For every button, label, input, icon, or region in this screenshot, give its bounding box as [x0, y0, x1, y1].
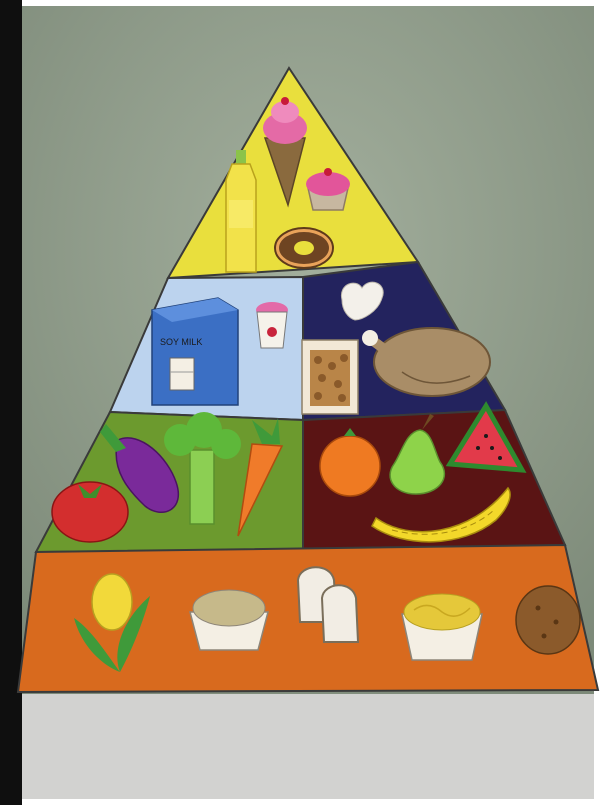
floor-strip: [22, 694, 594, 799]
rice-bowl: [190, 590, 268, 650]
noodle-bowl: [402, 594, 482, 660]
soy-milk-carton: [152, 298, 238, 405]
oil-bottle: [226, 150, 256, 272]
tomato: [52, 482, 128, 542]
carton-label: SOY MILK: [160, 337, 203, 347]
yogurt-cup: [256, 302, 288, 348]
potato: [516, 586, 580, 654]
nuts-pack: [302, 340, 358, 414]
donut: [275, 228, 333, 268]
